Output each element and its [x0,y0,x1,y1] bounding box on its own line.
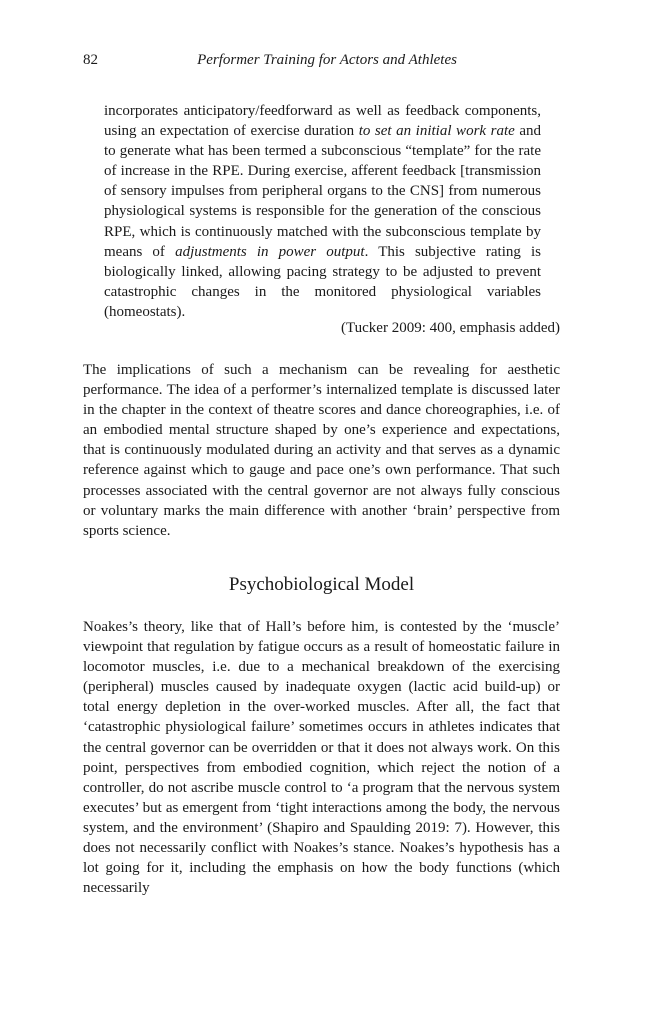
running-head [83,52,561,72]
quote-segment: incorporates anticipatory/feedforward as well as feedback components, using an expectation of exercise duration [104,103,541,140]
section-heading: Psychobiological Model [228,574,415,595]
quote-emphasis: to set an initial work rate [358,123,515,140]
page-number: 82 [83,52,98,68]
quote-segment: . This subjective rating is biologically linked, allowing pacing strategy to be adjusted to prevent catastrophic changes in the monitored physiological variables (homeostats). [104,243,542,320]
book-title: Performer Training for Actors and Athletes [197,52,457,68]
body-paragraph: Noakes’s theory, like that of Hall’s before him, is contested by the ‘muscle’ viewpoint that regulation by fatigue occurs as a result of homeostatic failure in locomotor muscles, i.e. due to a mechanical breakdown of the exercising (peripheral) muscles caused by inadequate oxygen (lactic acid build-up) or total energy depletion in the over-worked muscles. After all, the fact that ‘catastrophic physiological failure’ sometimes occurs in athletes indicates that the central governor can be overridden or that it does not always work. On this point, perspectives from embodied cognition, which reject the notion of a controller, do not ascribe muscle control to ‘a program that the nervous system executes’ but as emergent from ‘tight interactions among the body, the nervous system, and the environment’ (Shapiro and Spaulding 2019: 7). However, this does not necessarily conflict with Noakes’s stance. Noakes’s hypothesis has a lot going for it, including the emphasis on how the body functions (which necessarily [83,619,560,897]
body-paragraph: The implications of such a mechanism can be revealing for aesthetic performance. The idea of a performer’s internalized template is discussed later in the chapter in the context of theatre scores and dance choreographies, i.e. of an embodied mental structure shaped by one’s experience and expectations, that is continuously modulated during an activity and that serves as a dynamic reference against which to gauge and pace one’s own performance. That such processes associated with the central governor are not always fully conscious or voluntary marks the main difference with another ‘brain’ perspective from sports science. [83,362,560,539]
quote-emphasis: adjustments in power output [175,243,365,260]
quote-segment: and to generate what has been termed a subconscious “template” for the rate of increase in the RPE. During exercise, afferent feedback [transmission of sensory impulses from peripheral organs to the CNS] from numerous physiological systems is responsible for the generation of the conscious RPE, which is continuously matched with the subconscious template by means of [104,123,541,260]
block-quote [104,101,541,322]
quote-citation: (Tucker 2009: 400, emphasis added) [341,320,560,336]
